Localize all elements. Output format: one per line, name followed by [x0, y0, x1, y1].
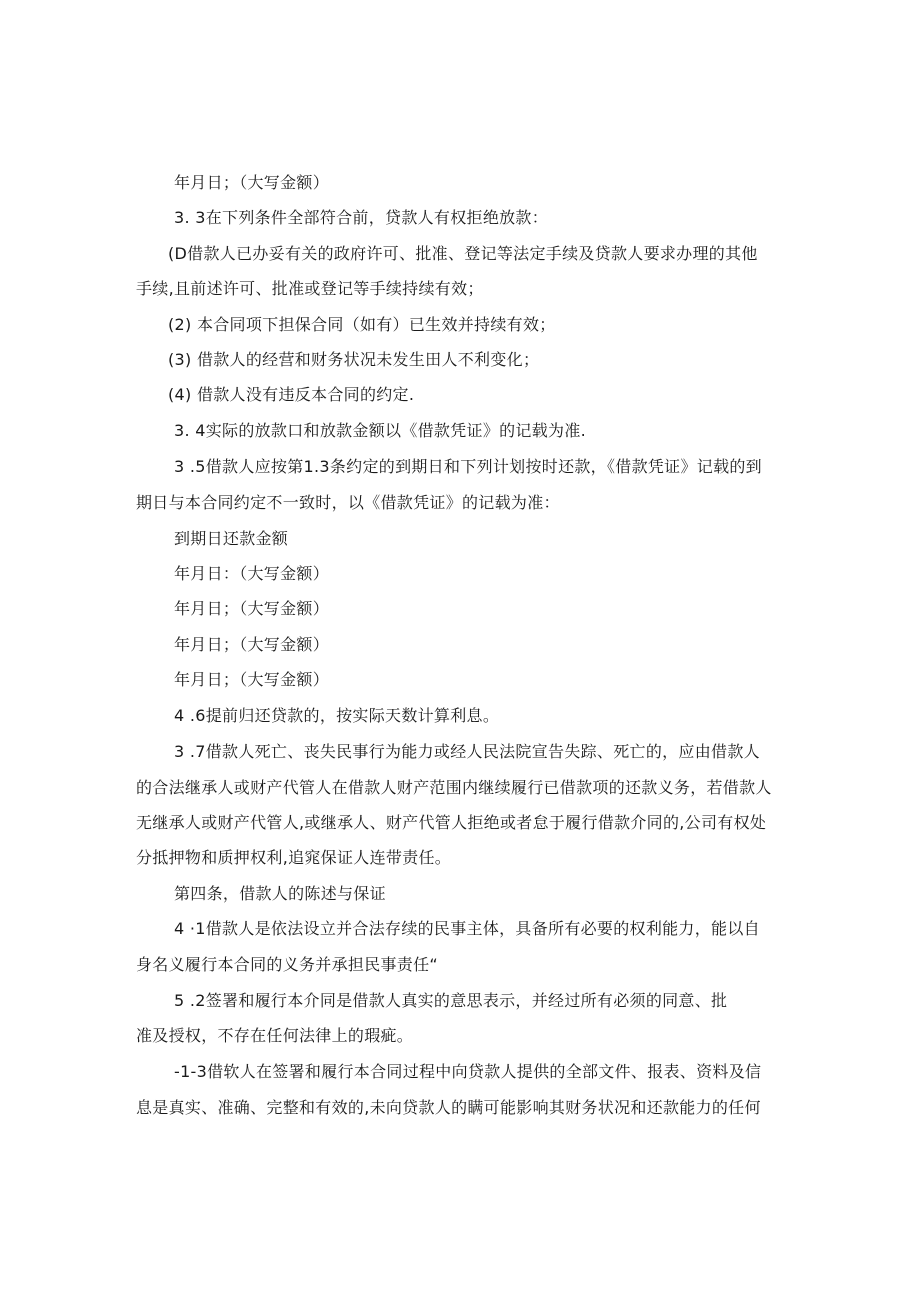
- text-line: 身名义履行本合同的义务并承担民事责任“: [136, 955, 438, 974]
- text-line: 分抵押物和质押权利,追窕保证人连带责任。: [136, 848, 452, 867]
- text-line: 年月日；（大写金额）: [174, 670, 330, 689]
- text-line: 的合法继承人或财产代管人在借款人财产范围内继续履行已借款项的还款义务，若借款人: [136, 778, 772, 797]
- text-line: 手续,且前述许可、批准或登记等手续持续有效；: [136, 279, 484, 298]
- text-line: 4 ·1借款人是依法设立并合法存续的民事主体，具备所有必要的权利能力，能以自: [174, 919, 760, 938]
- text-line: (D借款人已办妥有关的政府许可、批准、登记等法定手续及贷款人要求办理的其他: [168, 244, 758, 263]
- text-line: 年月日；（大写金额）: [174, 635, 330, 654]
- text-line: (3) 借款人的经营和财务状况未发生田人不利变化；: [168, 350, 540, 369]
- text-line: 年月日；（大写金额）: [174, 599, 330, 618]
- text-line: 4 .6提前归还贷款的，按实际天数计算利息。: [174, 706, 500, 725]
- text-line: 无继承人或财产代管人,或继承人、财产代管人拒绝或者怠于履行借款介同的,公司有权处: [136, 813, 767, 832]
- text-line: 年月日：（大写金额）: [174, 564, 330, 583]
- text-line: 到期日还款金额: [174, 529, 289, 548]
- text-line: 3. 4实际的放款口和放款金额以《借款凭证》的记载为准.: [174, 421, 587, 440]
- text-line: 3 .7借款人死亡、丧失民事行为能力或经人民法院宣告失踪、死亡的，应由借款人: [174, 742, 760, 761]
- text-line: 准及授权，不存在任何法律上的瑕疵。: [136, 1026, 414, 1045]
- text-line: 年月日；（大写金额）: [174, 173, 330, 192]
- text-line: 期日与本合同约定不一致时，以《借款凭证》的记载为准：: [136, 493, 560, 512]
- text-line: 3 .5借款人应按第1.3条约定的到期日和下列计划按时还款，《借款凭证》记载的到: [174, 457, 762, 476]
- section-heading: 第四条，借款人的陈述与保证: [174, 884, 386, 903]
- text-line: (4) 借款人没有违反本合同的约定.: [168, 385, 415, 404]
- text-line: 3. 3在下列条件全部符合前，贷款人有权拒绝放款：: [174, 208, 549, 227]
- text-line: -1-3借软人在签署和履行本合同过程中向贷款人提供的全部文件、报表、资料及信: [174, 1062, 762, 1081]
- text-line: (2) 本合同项下担保合同（如有）已生效并持续有效；: [168, 315, 556, 334]
- text-line: 5 .2签署和履行本介同是借款人真实的意思表示，并经过所有必须的同意、批: [174, 991, 728, 1010]
- text-line: 息是真实、准确、完整和有效的,未向贷款人的瞒可能影响其财务状况和还款能力的任何: [136, 1098, 761, 1117]
